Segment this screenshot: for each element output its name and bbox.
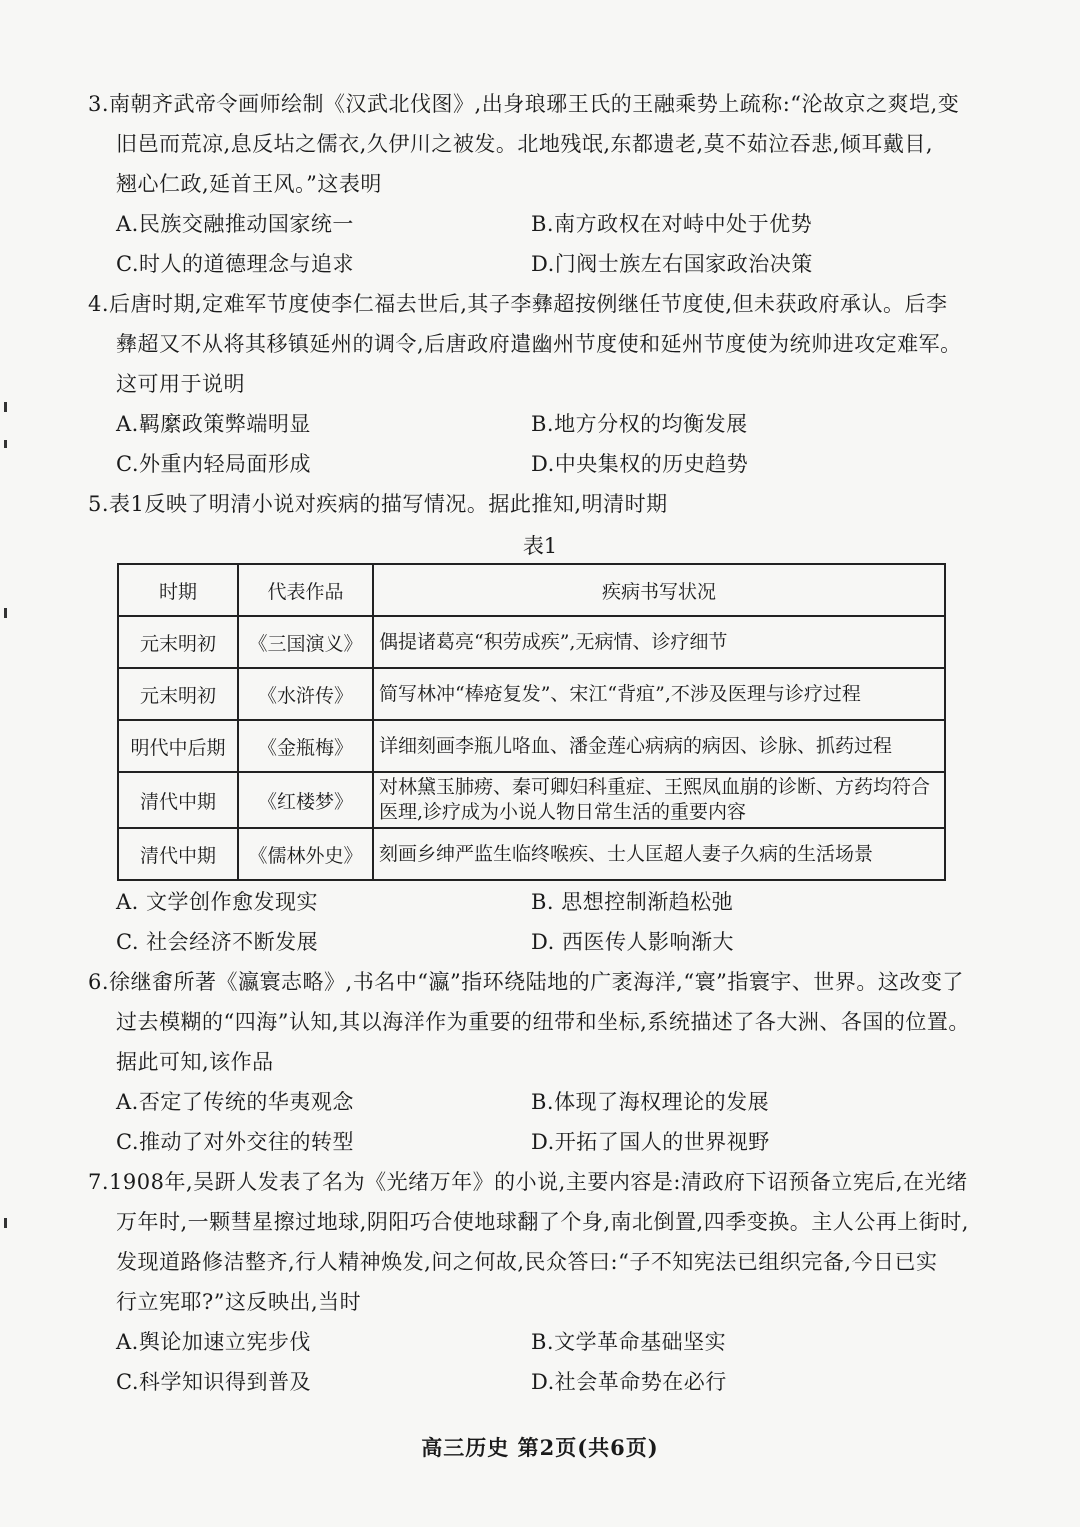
- table-cell-work: 《红楼梦》: [238, 772, 373, 828]
- question-5: [88, 484, 988, 524]
- table-cell-description: 详细刻画李瓶儿咯血、潘金莲心病病的病因、诊脉、抓药过程: [373, 720, 945, 772]
- table-cell-description: 偶提诸葛亮“积劳成疾”,无病情、诊疗细节: [373, 616, 945, 668]
- question-6-option-c[interactable]: C.推动了对外交往的转型: [116, 1130, 354, 1154]
- question-6-options: [116, 1082, 988, 1162]
- table-cell-work: 《三国演义》: [238, 616, 373, 668]
- page-footer: 高三历史 第2页(共6页): [421, 1435, 659, 1460]
- question-3-option-d[interactable]: D.门阀士族左右国家政治决策: [531, 252, 813, 276]
- question-6-option-b[interactable]: B.体现了海权理论的发展: [531, 1090, 770, 1114]
- table-row: [118, 828, 945, 880]
- table-row: [118, 616, 945, 668]
- question-4-option-c[interactable]: C.外重内轻局面形成: [116, 452, 311, 476]
- question-3-option-a[interactable]: A.民族交融推动国家统一: [116, 212, 354, 236]
- question-3-options: [116, 204, 988, 284]
- question-6-line-1: 6.徐继畬所著《瀛寰志略》,书名中“瀛”指环绕陆地的广袤海洋,“寰”指寰宇、世界。这改变了: [88, 970, 964, 994]
- question-7-options: [116, 1322, 988, 1402]
- table-cell-work: 《儒林外史》: [238, 828, 373, 880]
- question-4-stem: [88, 284, 988, 404]
- question-4-line-2: 彝超又不从将其移镇延州的调令,后唐政府遣幽州节度使和延州节度使为统帅进攻定难军。: [116, 332, 962, 356]
- table-row: [118, 668, 945, 720]
- question-5-option-c[interactable]: C. 社会经济不断发展: [116, 930, 319, 954]
- question-7-option-b[interactable]: B.文学革命基础坚实: [531, 1330, 727, 1354]
- binding-mark: [4, 608, 7, 618]
- table-header-description: 疾病书写状况: [373, 564, 945, 616]
- question-5-stem: [88, 484, 988, 524]
- question-6-option-d[interactable]: D.开拓了国人的世界视野: [531, 1130, 770, 1154]
- table-cell-period: 元末明初: [118, 616, 238, 668]
- table-caption: 表1: [522, 534, 558, 558]
- question-4-option-a[interactable]: A.羁縻政策弊端明显: [116, 412, 311, 436]
- table-cell-period: 清代中期: [118, 828, 238, 880]
- question-3-line-2: 旧邑而荒凉,息反坫之儒衣,久伊川之被发。北地残氓,东都遗老,莫不茹泣吞悲,倾耳戴目,: [116, 132, 934, 156]
- question-3-option-b[interactable]: B.南方政权在对峙中处于优势: [531, 212, 813, 236]
- question-4: [88, 284, 988, 484]
- question-5-line-1: 5.表1反映了明清小说对疾病的描写情况。据此推知,明清时期: [88, 492, 668, 516]
- question-7-option-d[interactable]: D.社会革命势在必行: [531, 1370, 727, 1394]
- table-cell-description: 刻画乡绅严监生临终喉疾、士人匡超人妻子久病的生活场景: [373, 828, 945, 880]
- question-4-options: [116, 404, 988, 484]
- disease-table: [117, 563, 946, 881]
- question-6-stem: [88, 962, 988, 1082]
- table-cell-description: 对林黛玉肺痨、秦可卿妇科重症、王熙凤血崩的诊断、方药均符合医理,诊疗成为小说人物日常生活的重要内容: [373, 772, 945, 828]
- question-7-option-c[interactable]: C.科学知识得到普及: [116, 1370, 311, 1394]
- question-7-line-4: 行立宪耶?”这反映出,当时: [116, 1290, 362, 1314]
- question-6-line-3: 据此可知,该作品: [116, 1050, 274, 1074]
- question-5-option-a[interactable]: A. 文学创作愈发现实: [116, 890, 319, 914]
- question-4-line-3: 这可用于说明: [116, 372, 245, 396]
- question-5-options: [116, 882, 988, 962]
- question-5-option-block: [88, 882, 988, 962]
- question-7-stem: [88, 1162, 988, 1322]
- binding-mark: [4, 1218, 7, 1228]
- question-6-line-2: 过去模糊的“四海”认知,其以海洋作为重要的纽带和坐标,系统描述了各大洲、各国的位置。: [116, 1010, 970, 1034]
- table-cell-period: 清代中期: [118, 772, 238, 828]
- question-4-option-d[interactable]: D.中央集权的历史趋势: [531, 452, 749, 476]
- question-7-option-a[interactable]: A.舆论加速立宪步伐: [116, 1330, 311, 1354]
- table-header-row: [118, 564, 945, 616]
- question-3-line-1: 3.南朝齐武帝令画师绘制《汉武北伐图》,出身琅琊王氏的王融乘势上疏称:“沦故京之爽垲,变: [88, 92, 960, 116]
- question-3-line-3: 翘心仁政,延首王风。”这表明: [116, 172, 382, 196]
- question-3: [88, 84, 988, 284]
- question-5-option-d[interactable]: D. 西医传人影响渐大: [531, 930, 734, 954]
- table-cell-description: 简写林冲“棒疮复发”、宋江“背疽”,不涉及医理与诊疗过程: [373, 668, 945, 720]
- table-cell-work: 《水浒传》: [238, 668, 373, 720]
- table-cell-period: 明代中后期: [118, 720, 238, 772]
- binding-mark: [4, 440, 7, 448]
- table-cell-period: 元末明初: [118, 668, 238, 720]
- question-7-line-1: 7.1908年,吴趼人发表了名为《光绪万年》的小说,主要内容是:清政府下诏预备立宪后,在光绪: [88, 1170, 968, 1194]
- table-row: [118, 772, 945, 828]
- question-7-line-2: 万年时,一颗彗星擦过地球,阴阳巧合使地球翻了个身,南北倒置,四季变换。主人公再上街时,: [116, 1210, 969, 1234]
- question-6-option-a[interactable]: A.否定了传统的华夷观念: [116, 1090, 354, 1114]
- table-row: [118, 720, 945, 772]
- question-7-line-3: 发现道路修洁整齐,行人精神焕发,问之何故,民众答曰:“子不知宪法已组织完备,今日已实: [116, 1250, 938, 1274]
- question-3-stem: [88, 84, 988, 204]
- table-header-work: 代表作品: [238, 564, 373, 616]
- binding-mark: [4, 402, 7, 412]
- question-4-option-b[interactable]: B.地方分权的均衡发展: [531, 412, 748, 436]
- question-5-option-b[interactable]: B. 思想控制渐趋松弛: [531, 890, 734, 914]
- table-header-period: 时期: [118, 564, 238, 616]
- table-cell-work: 《金瓶梅》: [238, 720, 373, 772]
- question-4-line-1: 4.后唐时期,定难军节度使李仁福去世后,其子李彝超按例继任节度使,但未获政府承认。后李: [88, 292, 948, 316]
- question-6: [88, 962, 988, 1162]
- question-3-option-c[interactable]: C.时人的道德理念与追求: [116, 252, 354, 276]
- question-7: [88, 1162, 988, 1402]
